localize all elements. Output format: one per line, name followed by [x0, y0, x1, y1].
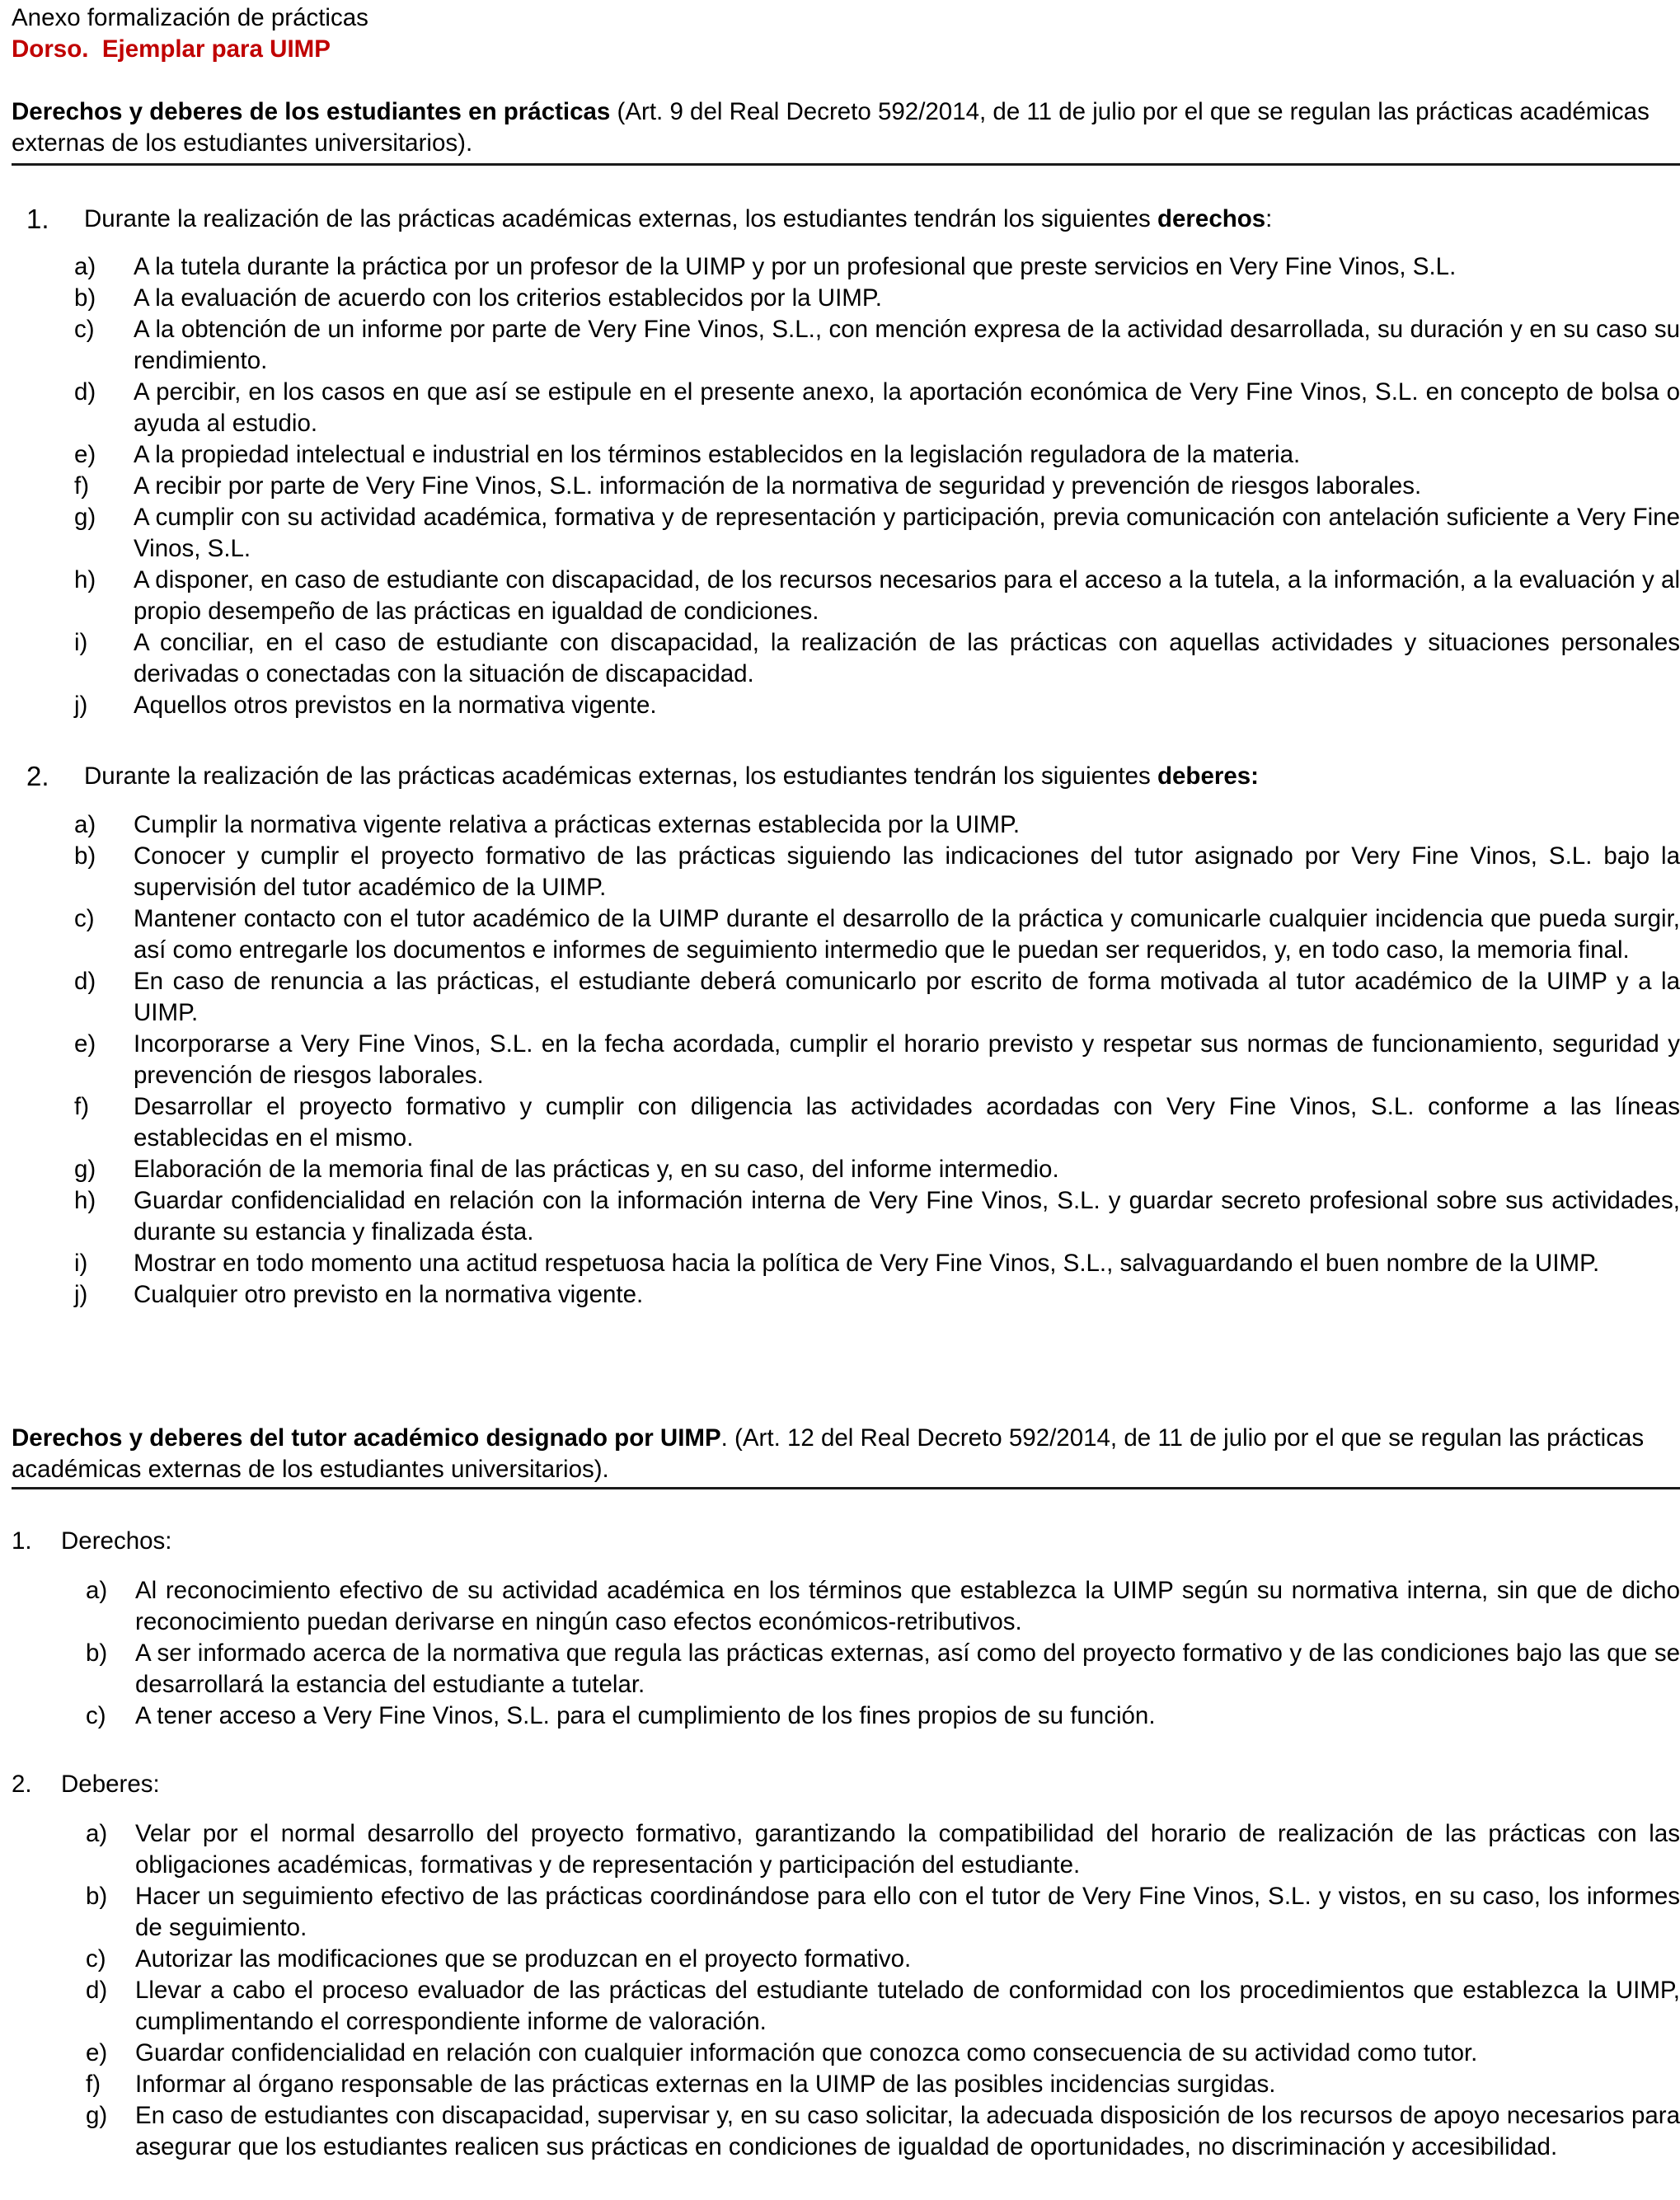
intro-text: Durante la realización de las prácticas académicas externas, los estudiantes tendrán los siguientes — [84, 762, 1157, 790]
tutor-duties-label: Deberes: — [61, 1771, 160, 1798]
list-item-label: i) — [74, 629, 88, 656]
list-item-label: i) — [74, 1250, 88, 1277]
list-item — [86, 1818, 1680, 1881]
list-item — [74, 314, 1680, 377]
document-subtitle: Dorso. Ejemplar para UIMP — [12, 35, 331, 63]
section-heading-reference: (Art. 9 del Real Decreto 592/2014, de 11 de julio por el que se regulan las prácticas académicas externas de los estudiantes universitarios). — [12, 98, 1649, 157]
section-divider — [12, 1487, 1680, 1489]
list-item-text: A cumplir con su actividad académica, formativa y de representación y participación, previa comunicación con antelación suficiente a Very Fine Vinos, S.L. — [134, 504, 1680, 562]
list-item-label: d) — [86, 1977, 108, 2004]
list-item-label: b) — [74, 284, 96, 312]
list-item-text: A tener acceso a Very Fine Vinos, S.L. para el cumplimiento de los fines propios de su función. — [135, 1702, 1156, 1729]
list-item-label: j) — [74, 692, 88, 719]
list-item-text: Guardar confidencialidad en relación con cualquier información que conozca como consecuencia de su actividad como tutor. — [135, 2039, 1478, 2066]
list-item-text: Autorizar las modificaciones que se produzcan en el proyecto formativo. — [135, 1945, 912, 1972]
list-item-label: e) — [74, 441, 96, 468]
list-item-text: Al reconocimiento efectivo de su actividad académica en los términos que establezca la UIMP según su normativa interna, sin que de dicho reconocimiento puedan derivarse en ningún caso efectos económicos-retributivos. — [135, 1577, 1680, 1635]
intro-keyword: derechos — [1157, 205, 1266, 232]
tutor-duties-list — [86, 1818, 1680, 2163]
list-number: 2. — [26, 761, 49, 791]
list-item-text: A ser informado acerca de la normativa que regula las prácticas externas, así como del proyecto formativo y de las condiciones bajo las que se desarrollará la estancia del estudiante a tutelar. — [135, 1639, 1680, 1698]
list-item — [74, 1091, 1680, 1154]
list-item — [86, 1700, 1680, 1732]
list-item — [86, 1944, 1680, 1975]
list-item-label: g) — [86, 2102, 108, 2129]
list-item — [74, 377, 1680, 439]
list-item — [74, 966, 1680, 1029]
list-item-label: e) — [86, 2039, 108, 2066]
list-item — [74, 502, 1680, 565]
list-item — [74, 251, 1680, 283]
list-number: 2. — [12, 1771, 32, 1798]
list-item-text: Cualquier otro previsto en la normativa vigente. — [134, 1281, 644, 1308]
list-item-label: d) — [74, 968, 96, 995]
list-item-text: A la tutela durante la práctica por un profesor de la UIMP y por un profesional que preste servicios en Very Fine Vinos, S.L. — [134, 253, 1457, 280]
list-item — [74, 690, 1680, 721]
list-item — [86, 2069, 1680, 2100]
list-item-label: e) — [74, 1030, 96, 1058]
list-item — [74, 903, 1680, 966]
list-item — [86, 1881, 1680, 1944]
intro-keyword: deberes: — [1157, 762, 1259, 790]
list-item — [86, 1575, 1680, 1638]
list-item — [74, 1185, 1680, 1248]
list-item-text: Aquellos otros previstos en la normativa vigente. — [134, 692, 657, 719]
list-item-label: c) — [74, 316, 95, 343]
list-item — [74, 1029, 1680, 1091]
tutor-rights-list — [86, 1575, 1680, 1732]
list-item-text: Informar al órgano responsable de las prácticas externas en la UIMP de las posibles incidencias surgidas. — [135, 2071, 1276, 2098]
list-item-label: b) — [86, 1883, 108, 1910]
list-item-text: Llevar a cabo el proceso evaluador de las prácticas del estudiante tutelado de conformidad con los procedimientos que establezca la UIMP, cumplimentando el correspondiente informe de valoración. — [135, 1977, 1680, 2035]
list-item-label: j) — [74, 1281, 88, 1308]
section-heading-reference: . (Art. 12 del Real Decreto 592/2014, de 11 de julio por el que se regulan las prácticas académicas externas de los estudiantes universitarios). — [12, 1424, 1645, 1483]
list-item-text: A la propiedad intelectual e industrial en los términos establecidos en la legislación reguladora de la materia. — [134, 441, 1301, 468]
students-rights-list — [74, 251, 1680, 721]
list-item-label: g) — [74, 504, 96, 531]
list-item-label: a) — [74, 253, 96, 280]
list-item — [86, 2100, 1680, 2163]
section-heading-students — [12, 96, 1673, 159]
list-item-label: a) — [74, 811, 96, 838]
list-item — [74, 1279, 1680, 1311]
intro-punct: : — [1265, 205, 1273, 232]
list-item-text: A recibir por parte de Very Fine Vinos, S.L. información de la normativa de seguridad y prevención de riesgos laborales. — [134, 472, 1422, 500]
list-item-text: Mostrar en todo momento una actitud respetuosa hacia la política de Very Fine Vinos, S.L., salvaguardando el buen nombre de la UIMP. — [134, 1250, 1600, 1277]
list-item — [74, 627, 1680, 690]
list-number: 1. — [12, 1527, 32, 1555]
list-item-text: Incorporarse a Very Fine Vinos, S.L. en la fecha acordada, cumplir el horario previsto y respetar sus normas de funcionamiento, seguridad y prevención de riesgos laborales. — [134, 1030, 1680, 1089]
document-title: Anexo formalización de prácticas — [12, 4, 368, 31]
list-item-label: a) — [86, 1577, 108, 1604]
list-item-text: A disponer, en caso de estudiante con discapacidad, de los recursos necesarios para el acceso a la tutela, a la información, a la evaluación y al propio desempeño de las prácticas en igualdad de condiciones. — [134, 566, 1680, 625]
list-item — [74, 841, 1680, 903]
list-item-label: h) — [74, 1187, 96, 1214]
list-item — [86, 1638, 1680, 1700]
list-item-text: Conocer y cumplir el proyecto formativo de las prácticas siguiendo las indicaciones del tutor asignado por Very Fine Vinos, S.L. bajo la supervisión del tutor académico de la UIMP. — [134, 842, 1680, 901]
list-item-label: c) — [86, 1702, 106, 1729]
list-item — [86, 1975, 1680, 2038]
list-item — [74, 471, 1680, 502]
list-item-label: h) — [74, 566, 96, 593]
list-item — [74, 283, 1680, 314]
list-item-text: En caso de renuncia a las prácticas, el estudiante deberá comunicarlo por escrito de forma motivada al tutor académico de la UIMP y a la UIMP. — [134, 968, 1680, 1026]
list-item — [74, 565, 1680, 627]
intro-text: Durante la realización de las prácticas académicas externas, los estudiantes tendrán los siguientes — [84, 205, 1157, 232]
section-heading-bold: Derechos y deberes del tutor académico designado por UIMP — [12, 1424, 721, 1452]
list-item — [74, 1154, 1680, 1185]
list-item-label: b) — [74, 842, 96, 870]
list-item-label: g) — [74, 1156, 96, 1183]
list-item-text: Mantener contacto con el tutor académico de la UIMP durante el desarrollo de la práctica y comunicarle cualquier incidencia que pueda surgir, así como entregarle los documentos e informes de seguimiento intermedio que le puedan ser requeridos, y, en todo caso, la memoria final. — [134, 905, 1680, 964]
list-item-text: A la evaluación de acuerdo con los criterios establecidos por la UIMP. — [134, 284, 882, 312]
section-heading-bold: Derechos y deberes de los estudiantes en prácticas — [12, 98, 611, 125]
section-divider — [12, 163, 1680, 166]
list-item-label: f) — [74, 1093, 90, 1120]
list-item-text: En caso de estudiantes con discapacidad, supervisar y, en su caso solicitar, la adecuada disposición de los recursos de apoyo necesarios para asegurar que los estudiantes realicen sus prácticas en condiciones de igualdad de oportunidades, no discriminación y accesibilidad. — [135, 2102, 1680, 2160]
list-item — [86, 2038, 1680, 2069]
list-item — [74, 1248, 1680, 1279]
list-item-text: A la obtención de un informe por parte de Very Fine Vinos, S.L., con mención expresa de la actividad desarrollada, su duración y en su caso su rendimiento. — [134, 316, 1680, 374]
list-item-text: Velar por el normal desarrollo del proyecto formativo, garantizando la compatibilidad del horario de realización de las prácticas con las obligaciones académicas, formativas y de representación y participación del estudiante. — [135, 1820, 1680, 1879]
tutor-rights-label: Derechos: — [61, 1527, 172, 1555]
list-item-text: A conciliar, en el caso de estudiante con discapacidad, la realización de las prácticas con aquellas actividades y situaciones personales derivadas o conectadas con la situación de discapacidad. — [134, 629, 1680, 687]
list-item-text: Guardar confidencialidad en relación con la información interna de Very Fine Vinos, S.L. y guardar secreto profesional sobre sus actividades, durante su estancia y finalizada ésta. — [134, 1187, 1680, 1245]
students-duties-list — [74, 809, 1680, 1311]
list-item-label: a) — [86, 1820, 108, 1847]
list-item — [74, 809, 1680, 841]
list-item-text: Hacer un seguimiento efectivo de las prácticas coordinándose para ello con el tutor de Very Fine Vinos, S.L. y vistos, en su caso, los informes de seguimiento. — [135, 1883, 1680, 1941]
list-item-label: f) — [74, 472, 90, 500]
list-item-text: Desarrollar el proyecto formativo y cumplir con diligencia las actividades acordadas con Very Fine Vinos, S.L. conforme a las líneas establecidas en el mismo. — [134, 1093, 1680, 1152]
list-item-label: f) — [86, 2071, 101, 2098]
list-item-label: d) — [74, 378, 96, 406]
list-item — [74, 439, 1680, 471]
list-item-text: A percibir, en los casos en que así se estipule en el presente anexo, la aportación económica de Very Fine Vinos, S.L. en concepto de bolsa o ayuda al estudio. — [134, 378, 1680, 437]
section-heading-tutor — [12, 1423, 1673, 1485]
list-item-label: b) — [86, 1639, 108, 1667]
list-item-text: Cumplir la normativa vigente relativa a prácticas externas establecida por la UIMP. — [134, 811, 1021, 838]
list-item-text: Elaboración de la memoria final de las prácticas y, en su caso, del informe intermedio. — [134, 1156, 1059, 1183]
list-item-label: c) — [86, 1945, 106, 1972]
list-item-label: c) — [74, 905, 95, 932]
list-number: 1. — [26, 204, 49, 234]
